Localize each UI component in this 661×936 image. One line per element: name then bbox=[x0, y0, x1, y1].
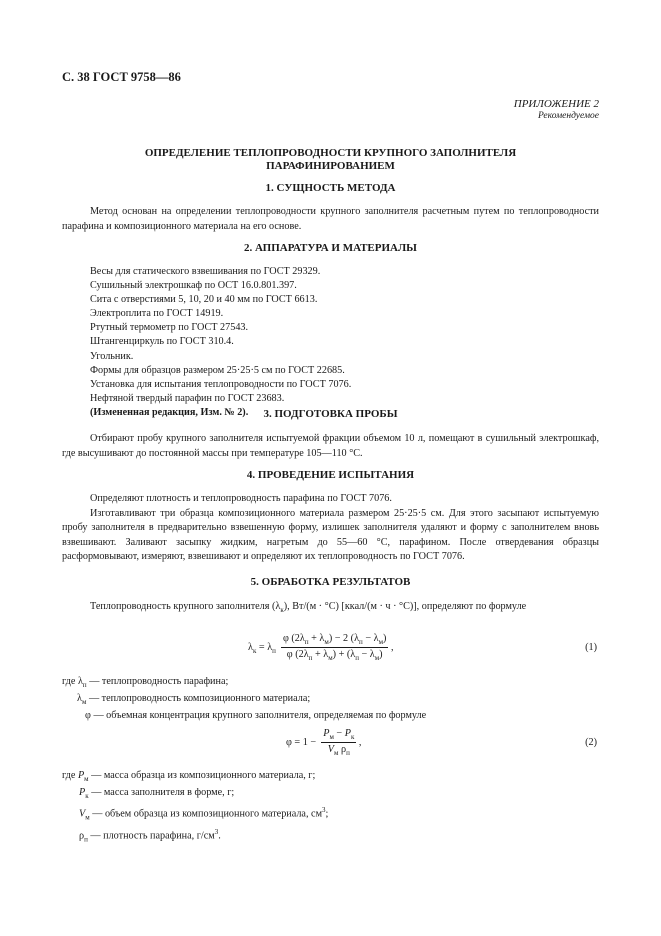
formula-1: $\lambda_к = \lambda_п$ $\frac{\varphi (2\lambda_п + \lambda_м) - 2 (\lambda_п - \lambda_м)}{\varphi (2\lambda_п + \lambda_м) + (\lambda_п - \lambda_м)}$ , bbox=[248, 633, 394, 663]
section-3-text: Отбирают пробу крупного заполнителя испытуемой фракции объемом 10 л, помещают в сушильный электрошкаф, где высушивают до постоянной массы при температуре 105—110 °С. bbox=[62, 433, 599, 459]
section-heading-3: 3. ПОДГОТОВКА ПРОБЫ bbox=[263, 408, 398, 420]
section-heading-2: 2. АППАРАТУРА И МАТЕРИАЛЫ bbox=[244, 242, 417, 254]
equation-number-2: (2) bbox=[585, 737, 597, 748]
document-title bbox=[0, 147, 661, 173]
appendix-label bbox=[514, 98, 599, 121]
definition-row: $V_м$ — объем образца из композиционного материала, $см^3$; bbox=[79, 806, 329, 822]
equation-number-1: (1) bbox=[585, 642, 597, 653]
list-item: Штангенциркуль по ГОСТ 310.4. bbox=[90, 336, 234, 348]
page-header: С. 38 ГОСТ 9758—86 bbox=[62, 70, 181, 84]
section-5-intro: Теплопроводность крупного заполнителя $(\lambda_к)$, Вт/(м · °С) [ккал/(м · ч · °С)], определяют по формуле bbox=[90, 601, 527, 615]
list-item: Ртутный термометр по ГОСТ 27543. bbox=[90, 322, 249, 334]
definition-row: φ — объемная концентрация крупного заполнителя, определяемая по формуле bbox=[85, 710, 427, 722]
section-heading-4: 4. ПРОВЕДЕНИЕ ИСПЫТАНИЯ bbox=[246, 469, 415, 481]
title-line-2: ПАРАФИНИРОВАНИЕМ bbox=[266, 160, 395, 172]
section-heading-1: 1. СУЩНОСТЬ МЕТОДА bbox=[265, 182, 396, 194]
amendment-note: (Измененная редакция, Изм. № 2). bbox=[90, 406, 249, 418]
list-item: Электроплита по ГОСТ 14919. bbox=[90, 308, 224, 320]
list-item: Весы для статического взвешивания по ГОСТ 29329. bbox=[90, 266, 321, 277]
definition-row: $P_к$ — масса заполнителя в форме, г; bbox=[79, 787, 235, 801]
title-line-1: ОПРЕДЕЛЕНИЕ ТЕПЛОПРОВОДНОСТИ КРУПНОГО ЗАПОЛНИТЕЛЯ bbox=[144, 147, 517, 159]
section-heading-5: 5. ОБРАБОТКА РЕЗУЛЬТАТОВ bbox=[250, 576, 411, 588]
appendix-status: Рекомендуемое bbox=[537, 111, 599, 121]
equipment-list bbox=[90, 265, 351, 420]
definition-row: где $\lambda_п$ — теплопроводность парафина; bbox=[62, 676, 229, 690]
appendix-number: ПРИЛОЖЕНИЕ 2 bbox=[513, 98, 599, 110]
formula-2: φ = 1 − $\frac{P_м - P_к}{V_м \rho_п}$ , bbox=[286, 728, 362, 758]
definitions-1 bbox=[62, 675, 426, 723]
definition-row: где $P_м$ — масса образца из композиционного материала, г; bbox=[62, 770, 316, 784]
list-item: Сушильный электрошкаф по ОСТ 16.0.801.397. bbox=[90, 280, 297, 292]
list-item: Установка для испытания теплопроводности по ГОСТ 7076. bbox=[90, 378, 352, 390]
section-4-text: Определяют плотность и теплопроводность парафина по ГОСТ 7076. Изготавливают три образца композиционного материала размером 25·25·5 см. Для этого засыпают испытуемую пробу заполнителя в предварительно взвешенную форму, излишек заполнителя удаляют и форму с заполнителем вновь взвешивают. Заливают засыпку жидким, нагретым до 55—60 °С, парафином. После отвердевания образцы расформовывают, измеряют, взвешивают и определяют их теплопроводность по ГОСТ 7076. bbox=[62, 493, 599, 563]
list-item: Нефтяной твердый парафин по ГОСТ 23683. bbox=[90, 392, 285, 404]
definition-row: $\lambda_м$ — теплопроводность композиционного материала; bbox=[77, 693, 311, 707]
section-1-text: Метод основан на определении теплопроводности крупного заполнителя расчетным путем по теплопроводности парафина и композиционного материала на его основе. bbox=[62, 206, 599, 232]
list-item: Угольник. bbox=[90, 350, 134, 362]
definitions-2 bbox=[62, 769, 328, 846]
definition-row: $\rho_п$ — плотность парафина, $г/см^3$. bbox=[79, 827, 221, 844]
list-item: Сита с отверстиями 5, 10, 20 и 40 мм по ГОСТ 6613. bbox=[90, 294, 318, 306]
list-item: Формы для образцов размером 25·25·5 см по ГОСТ 22685. bbox=[90, 364, 345, 376]
